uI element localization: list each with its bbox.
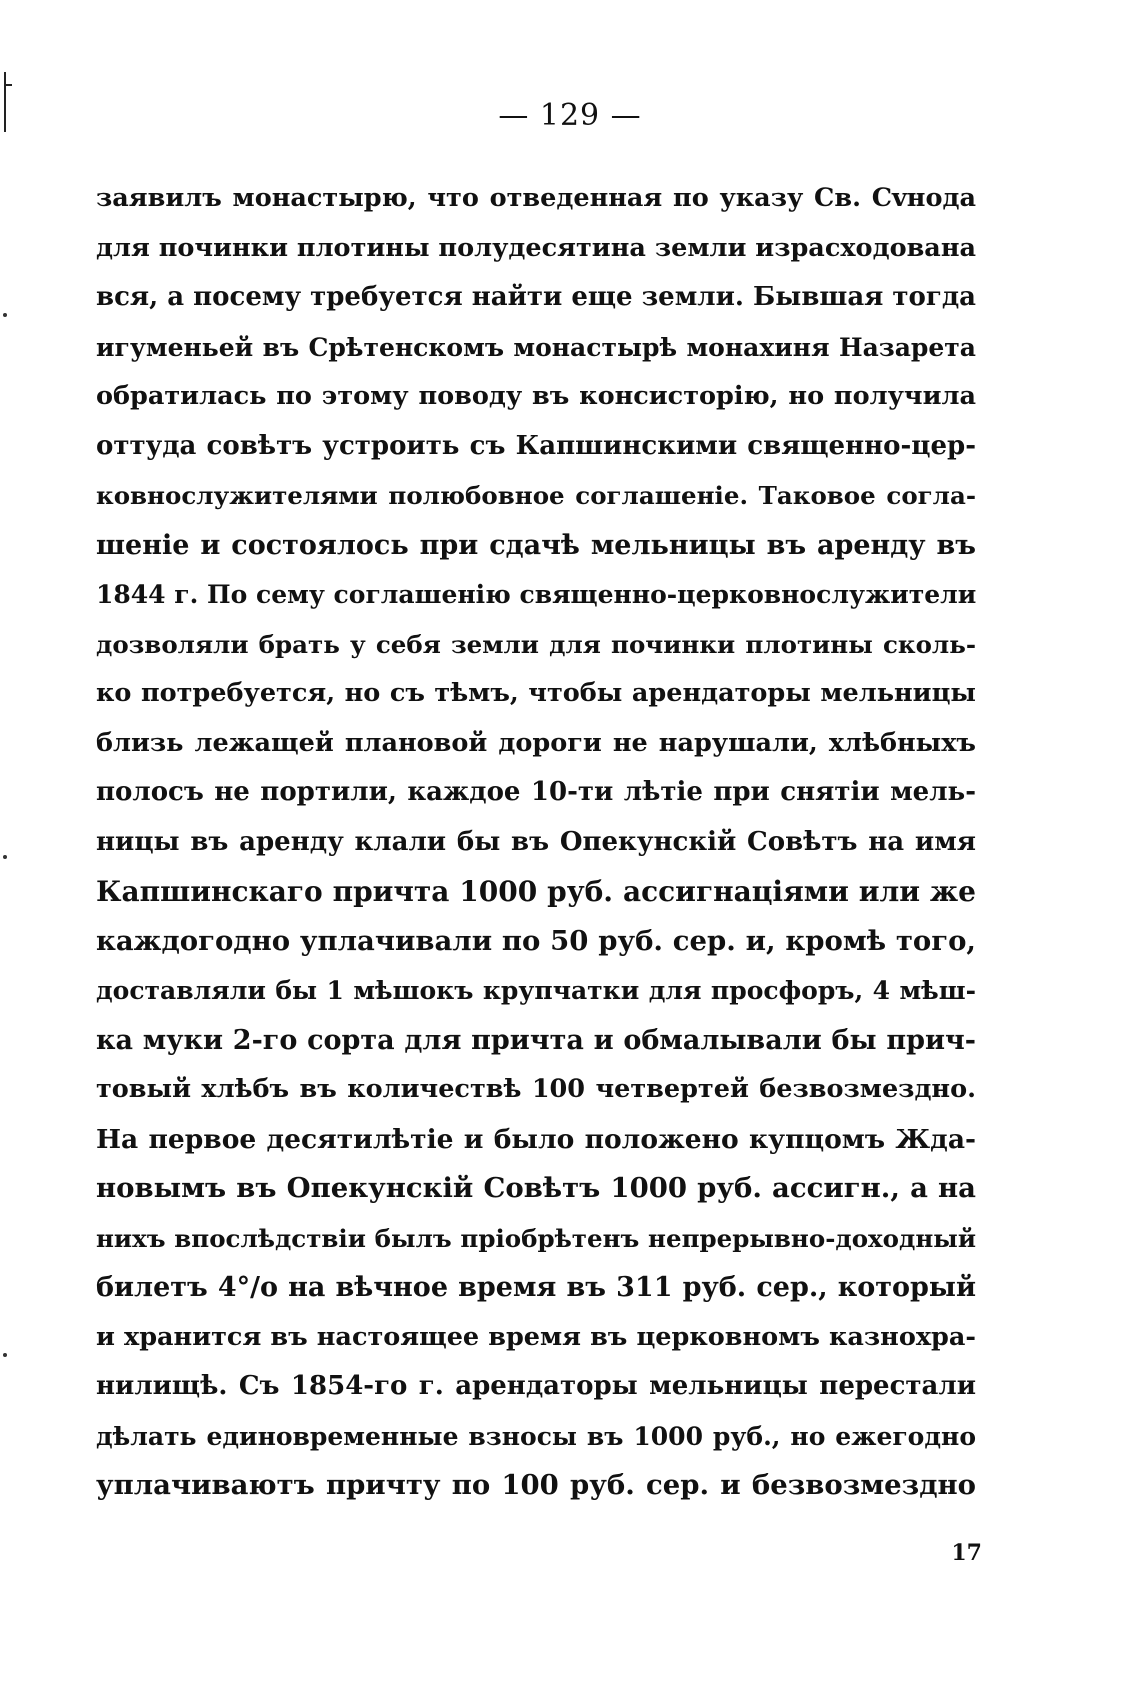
text-line: 1844 г. По сему соглашенію священно-церковнослужители [96, 580, 977, 609]
text-line: вся, а посему требуется найти еще земли. Бывшая тогда [96, 282, 976, 312]
text-line: ка муки 2-го сорта для причта и обмалывали бы прич- [96, 1024, 976, 1056]
text-line: уплачиваютъ причту по 100 руб. сер. и безвозмездно [96, 1469, 976, 1501]
text-line: дозволяли брать у себя земли для починки плотины сколь- [96, 629, 976, 659]
text-line: обратилась по этому поводу въ консисторію, но получила [96, 381, 976, 411]
text-line: нилищѣ. Съ 1854-го г. арендаторы мельницы перестали [96, 1371, 976, 1401]
text-line: игуменьей въ Срѣтенскомъ монастырѣ монахиня Назарета [96, 332, 976, 362]
text-line: нихъ впослѣдствіи былъ пріобрѣтенъ непрерывно-доходный [96, 1223, 976, 1253]
edge-tick [4, 84, 12, 86]
page-number: — 129 — [498, 98, 642, 133]
scan-speck [3, 855, 7, 859]
text-line: для починки плотины полудесятина земли израсходована [96, 232, 976, 263]
body-text [96, 174, 976, 1511]
text-line: новымъ въ Опекунскій Совѣтъ 1000 руб. ассигн., а на [96, 1172, 976, 1204]
text-line: заявилъ монастырю, что отведенная по указу Св. Сvнода [96, 183, 976, 213]
text-line: дѣлать единовременные взносы въ 1000 руб., но ежегодно [96, 1421, 976, 1451]
text-line: полосъ не портили, каждое 10-ти лѣтіе при снятіи мель- [96, 777, 976, 807]
text-line: каждогодно уплачивали по 50 руб. сер. и, кромѣ того, [96, 924, 976, 957]
text-line: ко потребуется, но съ тѣмъ, чтобы арендаторы мельницы [96, 678, 976, 708]
text-line: ницы въ аренду клали бы въ Опекунскій Совѣтъ на имя [96, 826, 976, 857]
text-line: На первое десятилѣтіе и было положено купцомъ Жда- [96, 1123, 976, 1155]
scan-speck [3, 1353, 7, 1357]
text-line: товый хлѣбъ въ количествѣ 100 четвертей безвозмездно. [96, 1074, 976, 1104]
text-line: билетъ 4°/о на вѣчное время въ 311 руб. сер., который [96, 1272, 976, 1303]
text-line: оттуда совѣтъ устроить съ Капшинскими священно-цер- [96, 430, 976, 461]
text-line: Капшинскаго причта 1000 руб. ассигнаціями или же [96, 875, 976, 908]
text-line: доставляли бы 1 мѣшокъ крупчатки для просфоръ, 4 мѣш- [96, 976, 976, 1005]
scan-speck [3, 313, 7, 317]
text-line: шеніе и состоялось при сдачѣ мельницы въ аренду въ [96, 529, 976, 561]
signature-mark: 17 [951, 1540, 982, 1566]
text-line: близь лежащей плановой дороги не нарушали, хлѣбныхъ [96, 727, 976, 758]
text-line: ковнослужителями полюбовное соглашеніе. Таковое согла- [96, 481, 976, 510]
text-line: и хранится въ настоящее время въ церковномъ казнохра- [96, 1321, 976, 1352]
